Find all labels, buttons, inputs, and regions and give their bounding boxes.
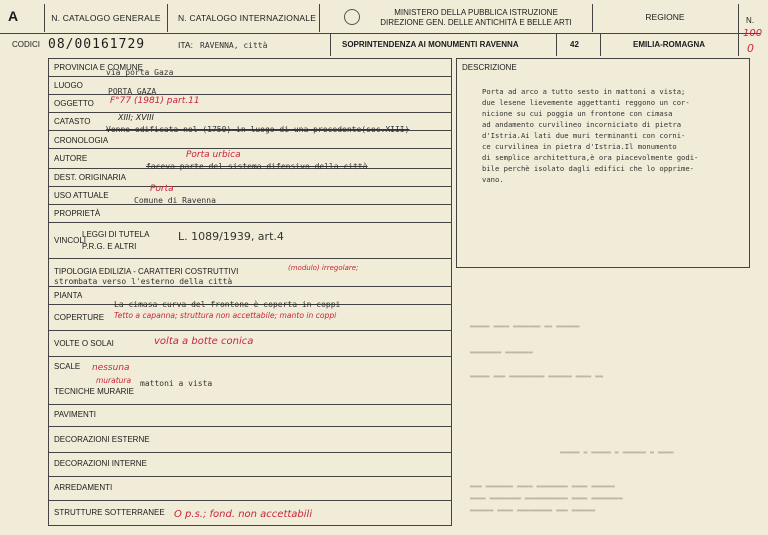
regione-value: EMILIA-ROMAGNA: [633, 40, 705, 49]
oggetto-label: OGGETTO: [54, 99, 94, 108]
catasto-value: Venne edificata nel (1750) in luogo di una precedente(sec.XIII): [106, 125, 410, 134]
arredamenti-label: ARREDAMENTI: [54, 483, 113, 492]
tipologia-value: strombata verso l'esterno della città: [54, 277, 233, 286]
ita-label: ITA:: [178, 40, 193, 50]
scale-note: nessuna: [92, 363, 130, 373]
ministero-line1: MINISTERO DELLA PUBBLICA ISTRUZIONE: [394, 8, 558, 17]
descrizione-line: d'Istria.Ai lati due muri terminanti con corni-: [482, 131, 686, 140]
autore-label: AUTORE: [54, 154, 88, 163]
show-through-text: ▬▬▬▬ ▬▬▬▬▬▬▬▬ ▬▬▬▬▬▬▬▬▬▬▬ ▬▬▬▬ ▬▬▬▬▬▬▬▬: [470, 494, 623, 502]
descrizione-line: ad andamento curvilineo incorniciato di pietra: [482, 120, 682, 129]
decorazioni-interne-label: DECORAZIONI INTERNE: [54, 459, 147, 468]
scale-label: SCALE: [54, 362, 81, 371]
volte-note: volta a botte conica: [154, 336, 254, 347]
codice-value: 08/00161729: [48, 37, 146, 52]
show-through-text: ▬▬▬▬▬ ▬ ▬▬▬▬▬ ▬ ▬▬▬▬▬▬ ▬ ▬▬▬▬: [560, 448, 674, 456]
uso-value: Comune di Ravenna: [134, 196, 216, 205]
soprintendenza-label: SOPRINTENDENZA AI MONUMENTI RAVENNA: [342, 40, 519, 49]
card-letter: A: [8, 8, 19, 24]
state-emblem-icon: [344, 9, 360, 25]
soprintendenza-number: 42: [570, 40, 579, 49]
uso-attuale-label: USO ATTUALE: [54, 191, 109, 200]
vincoli-note: L. 1089/1939, art.4: [178, 230, 284, 243]
autore-value: faceva parte del sistema difensivo della città: [146, 162, 368, 171]
pianta-value: La cimasa curva del frontone è coperta in coppi: [114, 300, 341, 309]
decorazioni-esterne-label: DECORAZIONI ESTERNE: [54, 435, 150, 444]
descrizione-line: vano.: [482, 175, 504, 184]
descrizione-line: due lesene lievemente aggettanti reggono un cor-: [482, 98, 690, 107]
provincia-label: PROVINCIA E COMUNE: [54, 63, 143, 72]
n-value-bottom: 0: [747, 42, 754, 55]
uso-note: Porta: [150, 184, 174, 194]
show-through-text: ▬▬▬▬▬▬ ▬▬▬▬ ▬▬▬▬▬▬▬▬▬ ▬▬▬ ▬▬▬▬▬▬: [470, 506, 596, 514]
strutture-label: STRUTTURE SOTTERRANEE: [54, 508, 165, 517]
dest-originaria-label: DEST. ORIGINARIA: [54, 173, 127, 182]
tipologia-note: (modulo) irregolare;: [288, 264, 359, 272]
coperture-label: COPERTURE: [54, 313, 105, 322]
descrizione-line: Porta ad arco a tutto sesto in mattoni a vista;: [482, 87, 686, 96]
descrizione-line: ce curvilinea in pietra d'Istria.Il monumento: [482, 142, 677, 151]
card-header: [0, 0, 768, 56]
descrizione-line: nicione su cui poggia un frontone con cimasa: [482, 109, 673, 118]
codici-label: CODICI: [12, 40, 40, 49]
n-label: N.: [746, 16, 754, 25]
ministero-line2: DIREZIONE GEN. DELLE ANTICHITÀ E BELLE ARTI: [380, 18, 572, 27]
catalogo-internazionale-label: N. CATALOGO INTERNAZIONALE: [168, 4, 320, 32]
catalogo-generale-label: N. CATALOGO GENERALE: [45, 4, 168, 32]
descrizione-label: DESCRIZIONE: [462, 63, 517, 72]
strutture-note: O p.s.; fond. non accettabili: [174, 509, 313, 520]
proprieta-label: PROPRIETÀ: [54, 209, 101, 218]
regione-label: REGIONE: [645, 12, 685, 22]
provincia-value: via porta Gaza: [106, 68, 174, 77]
autore-note: Porta urbica: [186, 150, 241, 160]
catasto-note: XIII; XVIII: [118, 113, 154, 122]
cronologia-label: CRONOLOGIA: [54, 136, 109, 145]
coperture-note: Tetto a capanna; struttura non accettabile; manto in coppi: [114, 311, 337, 320]
pavimenti-label: PAVIMENTI: [54, 410, 96, 419]
vincoli-label: VINCOLI: [54, 236, 87, 245]
tecniche-label: TECNICHE MURARIE: [54, 387, 135, 396]
pianta-label: PIANTA: [54, 291, 83, 300]
show-through-text: ▬▬▬▬▬▬▬▬ ▬▬▬▬▬▬▬: [470, 348, 533, 356]
tecniche-note: muratura: [96, 376, 132, 385]
leggi-label: LEGGI DI TUTELA: [82, 230, 150, 239]
volte-label: VOLTE O SOLAI: [54, 339, 114, 348]
show-through-text: ▬▬▬▬▬ ▬▬▬ ▬▬▬▬▬▬▬▬▬ ▬▬▬▬▬▬ ▬▬▬▬ ▬▬: [470, 372, 604, 380]
show-through-text: ▬▬▬ ▬▬▬▬▬▬▬ ▬▬▬▬ ▬▬▬▬▬▬▬▬ ▬▬▬▬ ▬▬▬▬▬▬: [470, 482, 615, 490]
oggetto-note: F°77 (1981) part.11: [110, 96, 200, 106]
luogo-value: PORTA GAZA: [108, 87, 157, 96]
ita-value: RAVENNA, città: [200, 41, 268, 50]
show-through-text: ▬▬▬▬▬ ▬▬▬▬ ▬▬▬▬▬▬▬ ▬▬ ▬▬▬▬▬▬: [470, 322, 580, 330]
descrizione-line: di semplice architettura,è ora piacevolmente godi-: [482, 153, 699, 162]
luogo-label: LUOGO: [54, 81, 83, 90]
prg-label: P.R.G. E ALTRI: [82, 242, 137, 251]
n-value-top: 100: [743, 28, 763, 39]
tipologia-label: TIPOLOGIA EDILIZIA - CARATTERI COSTRUTTIVI: [54, 267, 239, 276]
tecniche-value: mattoni a vista: [140, 379, 213, 388]
descrizione-text: [482, 86, 698, 185]
descrizione-line: bile perchè isolato dagli edifici che lo opprime-: [482, 164, 695, 173]
catasto-label: CATASTO: [54, 117, 91, 126]
